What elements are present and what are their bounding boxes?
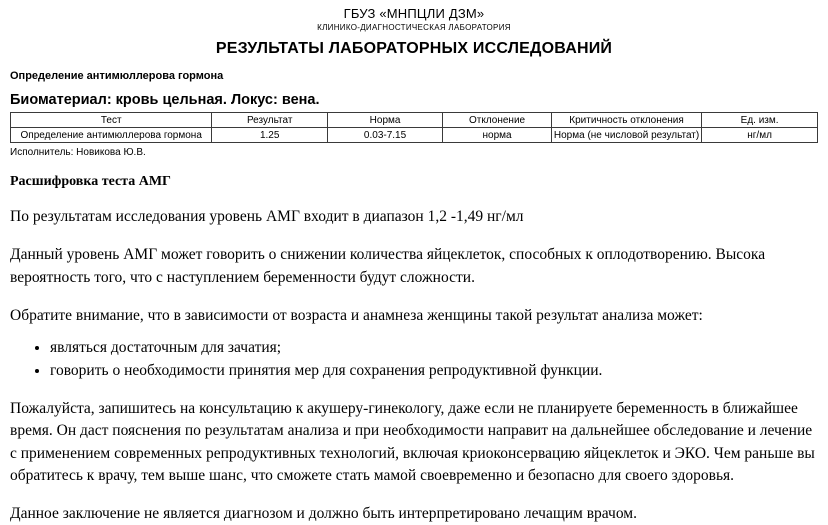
cell-test: Определение антимюллерова гормона: [11, 128, 212, 143]
column-header-units: Ед. изм.: [702, 113, 818, 128]
organization-name: ГБУЗ «МНПЦЛИ ДЗМ»: [343, 6, 485, 21]
column-header-test: Тест: [11, 113, 212, 128]
column-header-norm: Норма: [327, 113, 442, 128]
list-item: • являться достаточным для зачатия;: [50, 337, 818, 359]
results-table: [10, 112, 818, 143]
laboratory-name: КЛИНИКО-ДИАГНОСТИЧЕСКАЯ ЛАБОРАТОРИЯ: [317, 23, 511, 32]
column-header-criticality: Критичность отклонения: [551, 113, 701, 128]
table-row: [11, 128, 818, 143]
executor-line: Исполнитель: Новикова Ю.В.: [10, 147, 146, 158]
cell-units: нг/мл: [702, 128, 818, 143]
cell-result: 1.25: [212, 128, 327, 143]
cell-deviation: норма: [443, 128, 552, 143]
document-header: [10, 6, 818, 58]
interpretation-heading: Расшифровка теста АМГ: [10, 174, 171, 189]
paragraph-attention: Обратите внимание, что в зависимости от возраста и анамнеза женщины такой результат анализа может:: [10, 306, 703, 324]
column-header-result: Результат: [212, 113, 327, 128]
paragraph-level: Данный уровень АМГ может говорить о снижении количества яйцеклеток, способных к оплодотворению. Высока вероятность того, что с наступлением беременности будут сложности.: [10, 246, 766, 286]
paragraph-range: По результатам исследования уровень АМГ входит в диапазон 1,2 -1,49 нг/мл: [10, 208, 524, 225]
column-header-deviation: Отклонение: [443, 113, 552, 128]
cell-criticality: Норма (не числовой результат): [551, 128, 701, 143]
attention-bullet-list: [10, 337, 818, 382]
biomaterial-line: Биоматериал: кровь цельная. Локус: вена.: [10, 92, 320, 108]
paragraph-disclaimer: Данное заключение не является диагнозом и должно быть интерпретировано лечащим врачом.: [10, 505, 637, 523]
page-title: РЕЗУЛЬТАТЫ ЛАБОРАТОРНЫХ ИССЛЕДОВАНИЙ: [215, 40, 613, 57]
paragraph-advice: Пожалуйста, запишитесь на консультацию к акушеру-гинекологу, даже если не планируете беременность в ближайшее время. Он даст пояснения по результатам анализа и при необходимости направит на дальнейшее обследование и лечение с применением современных репродуктивных технологий, включая криоконсервацию яйцеклеток и ЭКО. Чем раньше вы обратитесь к врачу, тем выше шанс, что сможете стать мамой своевременно и безопасно для своего здоровья.: [10, 399, 815, 484]
test-name-heading: Определение антимюллерова гормона: [10, 70, 224, 82]
list-item: • говорить о необходимости принятия мер для сохранения репродуктивной функции.: [50, 360, 818, 382]
table-header-row: [11, 113, 818, 128]
cell-norm: 0.03-7.15: [327, 128, 442, 143]
